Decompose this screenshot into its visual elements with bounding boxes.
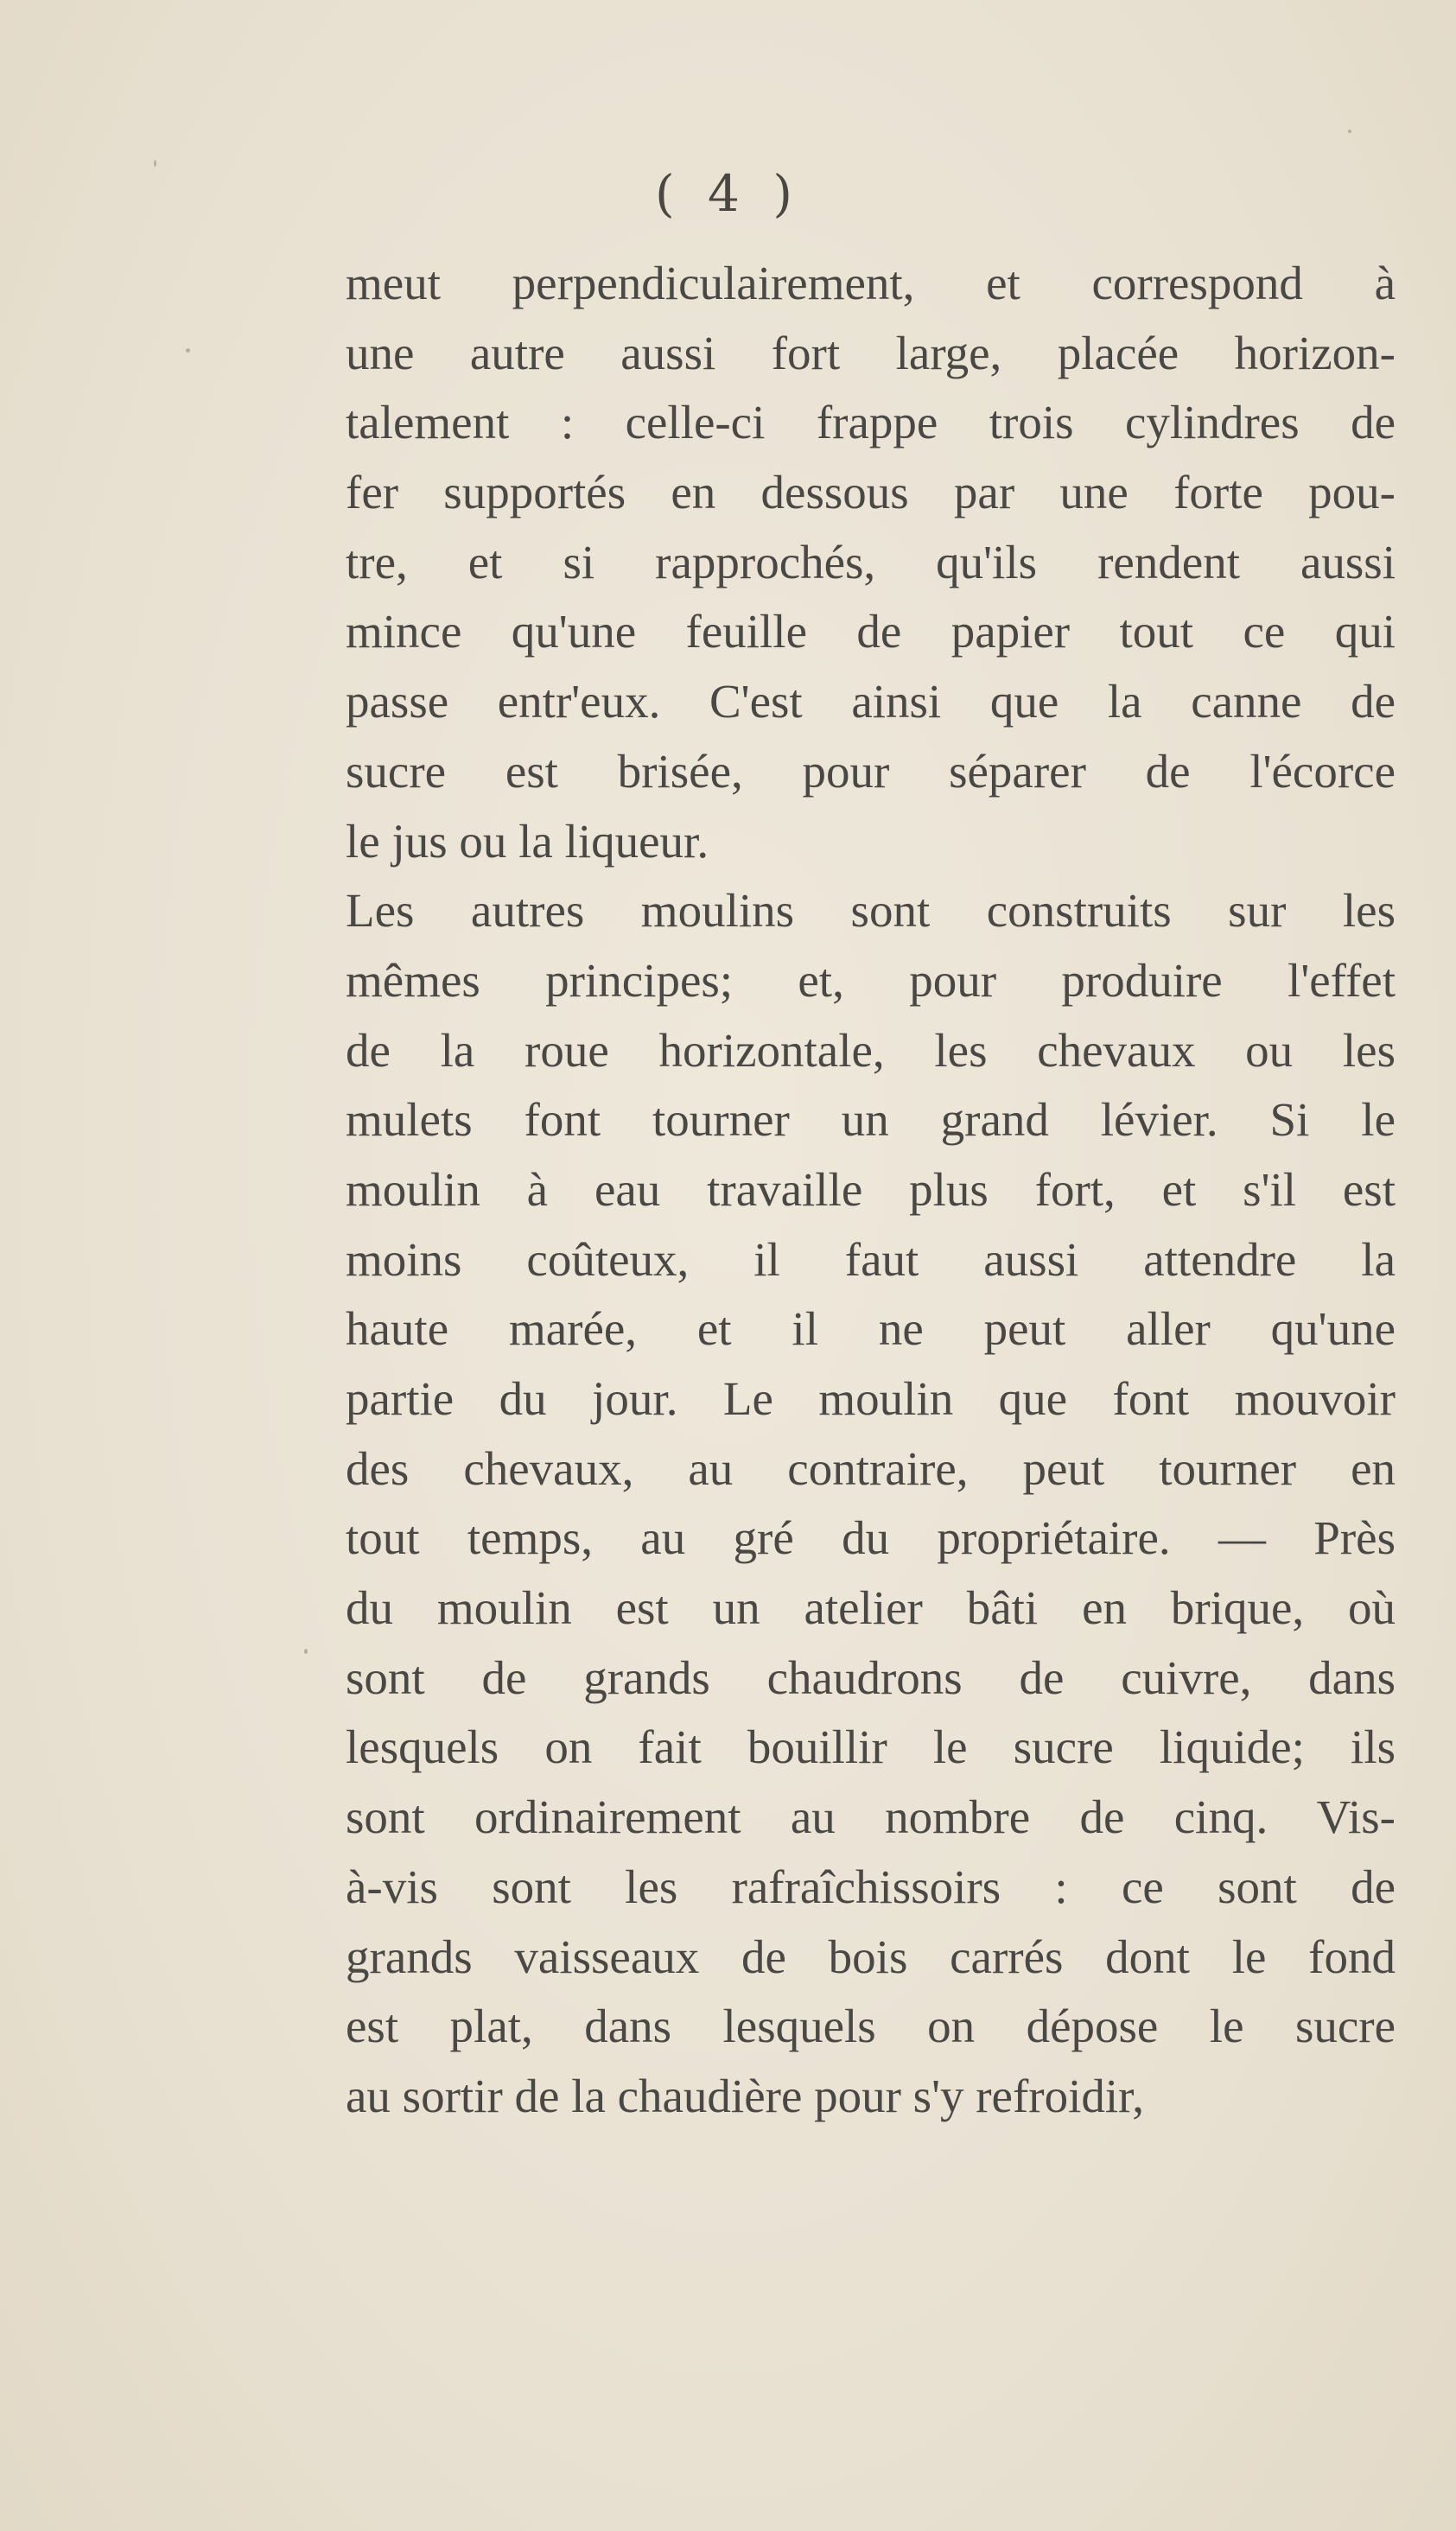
paper-speck bbox=[1348, 130, 1351, 133]
text-line: est plat, dans lesquels on dépose le sucre bbox=[346, 2000, 1396, 2053]
paper-speck bbox=[186, 348, 190, 353]
text-line: le jus ou la liqueur. bbox=[346, 814, 709, 868]
text-line: talement : celle-ci frappe trois cylindres de bbox=[346, 396, 1396, 449]
text-line: des chevaux, au contraire, peut tourner en bbox=[346, 1441, 1396, 1495]
text-line: meut perpendiculairement, et correspond à bbox=[346, 257, 1396, 309]
text-line: tre, et si rapprochés, qu'ils rendent aussi bbox=[346, 535, 1396, 588]
text-line: mulets font tourner un grand lévier. Si le bbox=[346, 1093, 1396, 1147]
text-line: moulin à eau travaille plus fort, et s'il est bbox=[346, 1162, 1396, 1216]
text-line: Les autres moulins sont construits sur les bbox=[346, 884, 1396, 938]
paper-speck bbox=[154, 160, 156, 167]
text-line: mince qu'une feuille de papier tout ce qui bbox=[346, 605, 1396, 658]
text-line: partie du jour. Le moulin que font mouvoir bbox=[346, 1372, 1396, 1425]
text-line: à-vis sont les rafraîchissoirs : ce sont de bbox=[346, 1860, 1396, 1913]
page-number: ( 4 ) bbox=[654, 164, 802, 223]
text-line: sucre est brisée, pour séparer de l'écorce bbox=[346, 744, 1396, 798]
text-line: fer supportés en dessous par une forte pou- bbox=[346, 466, 1396, 519]
text-line: une autre aussi fort large, placée horizon- bbox=[346, 326, 1396, 379]
text-line: moins coûteux, il faut aussi attendre la bbox=[346, 1232, 1396, 1286]
body-text bbox=[346, 249, 1396, 2132]
text-line: sont de grands chaudrons de cuivre, dans bbox=[346, 1650, 1396, 1704]
text-line: tout temps, au gré du propriétaire. — Près bbox=[346, 1511, 1396, 1565]
text-line: au sortir de la chaudière pour s'y refroidir, bbox=[346, 2069, 1145, 2122]
text-line: sont ordinairement au nombre de cinq. Vis- bbox=[346, 1790, 1396, 1844]
text-line: lesquels on fait bouillir le sucre liquide; ils bbox=[346, 1720, 1396, 1774]
text-line: passe entr'eux. C'est ainsi que la canne de bbox=[346, 675, 1396, 728]
text-line: mêmes principes; et, pour produire l'effet bbox=[346, 953, 1396, 1007]
paper-speck bbox=[304, 1649, 308, 1654]
text-line: du moulin est un atelier bâti en brique, où bbox=[346, 1581, 1396, 1635]
text-line: haute marée, et il ne peut aller qu'une bbox=[346, 1302, 1396, 1356]
text-line: de la roue horizontale, les chevaux ou les bbox=[346, 1023, 1396, 1077]
text-line: grands vaisseaux de bois carrés dont le fond bbox=[346, 1930, 1396, 1983]
